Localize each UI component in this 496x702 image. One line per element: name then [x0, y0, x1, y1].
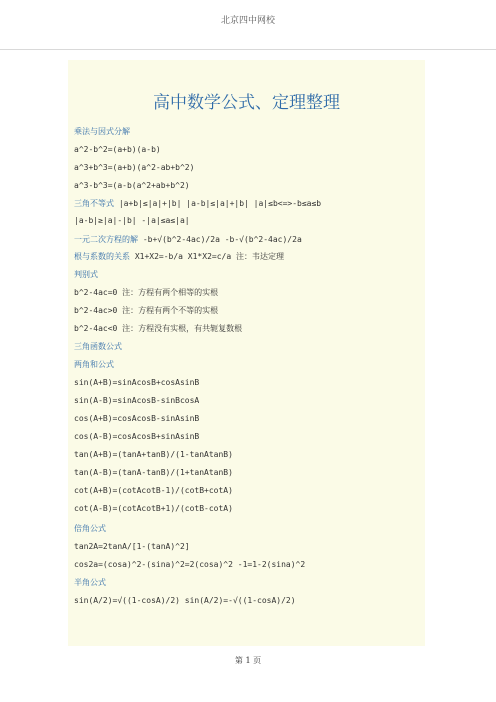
quadratic-solution-line	[74, 234, 302, 245]
vieta-formula: X1+X2=-b/a X1*X2=c/a	[130, 252, 236, 261]
formula-line: cos(A-B)=cosAcosB+sinAsinB	[74, 432, 200, 441]
vieta-note: 注：韦达定理	[235, 252, 284, 261]
section-heading-half-angle: 半角公式	[74, 578, 106, 587]
formula-line: cot(A+B)=(cotAcotB-1)/(cotB+cotA)	[74, 486, 233, 495]
document-body	[68, 60, 425, 646]
section-heading-multiplication: 乘法与因式分解	[74, 127, 130, 136]
section-heading-discriminant: 判别式	[74, 270, 98, 279]
formula-line: cos2a=(cosa)^2-(sina)^2=2(cosa)^2 -1=1-2(sina)^2	[74, 560, 306, 569]
formula-line: sin(A+B)=sinAcosB+cosAsinB	[74, 378, 200, 387]
discriminant-note: 注：方程有两个相等的实根	[122, 288, 219, 297]
formula-line: cos(A+B)=cosAcosB-sinAsinB	[74, 414, 200, 423]
triangle-inequality-label: 三角不等式	[74, 199, 114, 208]
vieta-line	[74, 251, 284, 262]
discriminant-note: 注：方程有两个不等的实根	[122, 306, 219, 315]
school-name: 北京四中网校	[220, 16, 275, 26]
discriminant-line	[74, 305, 218, 316]
formula-line: a^3+b^3=(a+b)(a^2-ab+b^2)	[74, 163, 195, 172]
section-heading-trigonometry: 三角函数公式	[74, 342, 122, 351]
discriminant-formula: b^2-4ac>0	[74, 306, 123, 315]
formula-line: sin(A-B)=sinAcosB-sinBcosA	[74, 396, 200, 405]
formula-line: |a-b|≥|a|-|b| -|a|≤a≤|a|	[74, 216, 190, 225]
vieta-label: 根与系数的关系	[74, 252, 130, 261]
page-header	[0, 0, 496, 50]
quadratic-solution-formula: -b+√(b^2-4ac)/2a -b-√(b^2-4ac)/2a	[138, 235, 302, 244]
formula-line: a^2-b^2=(a+b)(a-b)	[74, 145, 161, 154]
formula-line: sin(A/2)=√((1-cosA)/2) sin(A/2)=-√((1-cosA)/2)	[74, 596, 296, 605]
document-title: 高中数学公式、定理整理	[153, 93, 340, 113]
discriminant-line	[74, 287, 218, 298]
discriminant-note: 注：方程没有实根，有共轭复数根	[122, 324, 243, 333]
formula-line: tan(A-B)=(tanA-tanB)/(1+tanAtanB)	[74, 468, 233, 477]
section-heading-double-angle: 倍角公式	[74, 524, 106, 533]
discriminant-formula: b^2-4ac<0	[74, 324, 123, 333]
discriminant-formula: b^2-4ac=0	[74, 288, 123, 297]
page-number: 第 1 页	[234, 656, 262, 665]
discriminant-line	[74, 323, 242, 334]
section-heading-sum-formulas: 两角和公式	[74, 360, 114, 369]
quadratic-solution-label: 一元二次方程的解	[74, 235, 138, 244]
triangle-inequality-formula: |a+b|≤|a|+|b| |a-b|≤|a|+|b| |a|≤b<=>-b≤a≤b	[114, 199, 322, 208]
formula-line: cot(A-B)=(cotAcotB+1)/(cotB-cotA)	[74, 504, 233, 513]
formula-line: a^3-b^3=(a-b(a^2+ab+b^2)	[74, 181, 190, 190]
formula-line: tan2A=2tanA/[1-(tanA)^2]	[74, 542, 190, 551]
triangle-inequality-line	[74, 198, 321, 209]
formula-line: tan(A+B)=(tanA+tanB)/(1-tanAtanB)	[74, 450, 233, 459]
